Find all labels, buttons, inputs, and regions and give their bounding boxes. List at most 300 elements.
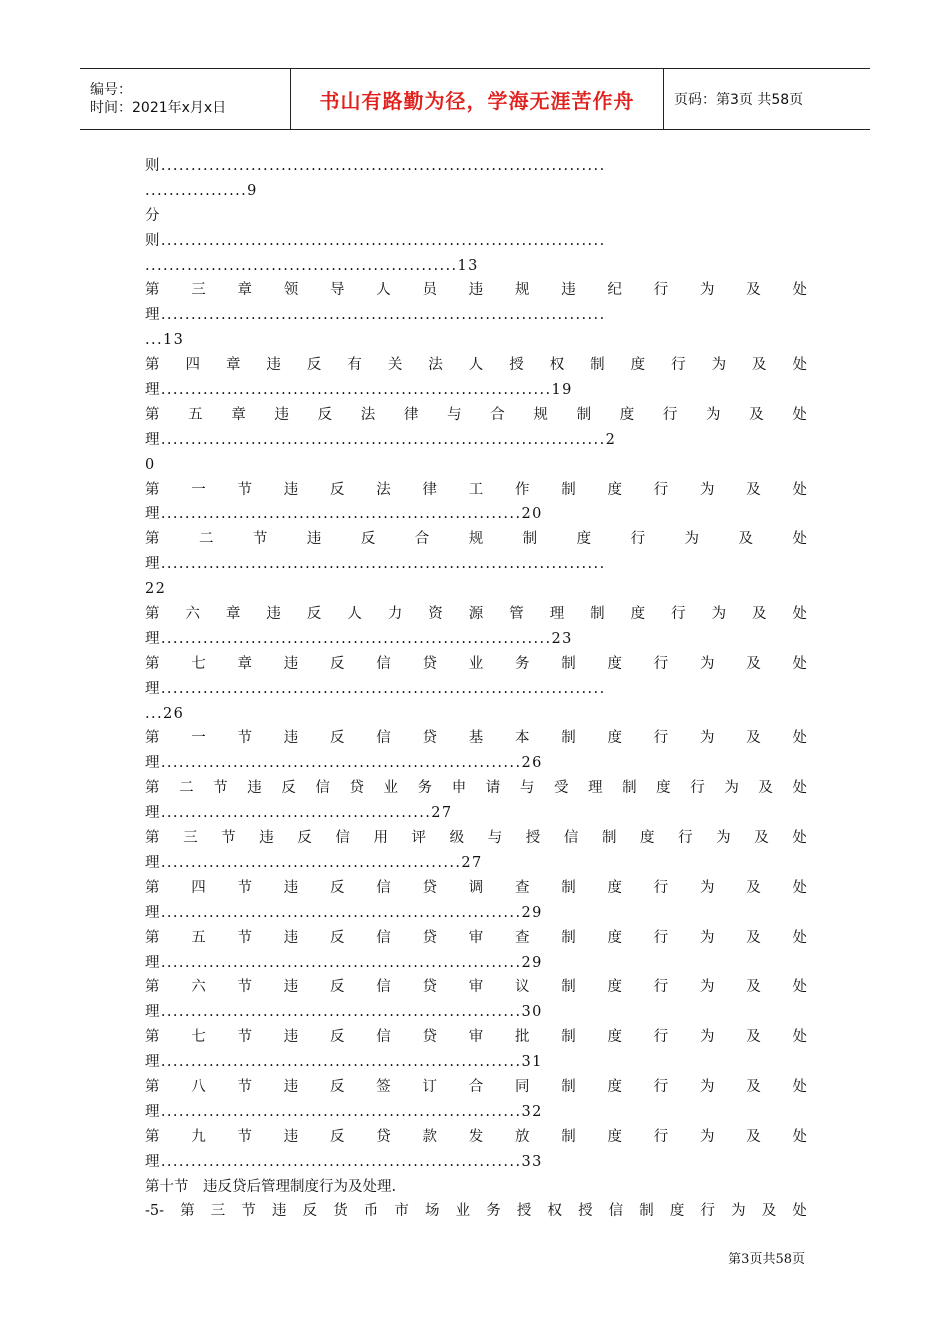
toc-char: 务	[515, 655, 530, 672]
toc-char: 五	[191, 929, 206, 946]
toc-char: 第	[145, 531, 160, 548]
toc-char: 度	[630, 606, 646, 623]
toc-leader-line: .................9	[145, 182, 258, 199]
toc-entry-title	[145, 652, 807, 677]
time-label: 时间：2021年x月x日	[90, 100, 227, 116]
toc-char: 信	[376, 879, 391, 896]
toc-char: 授	[578, 1203, 593, 1220]
table-of-contents	[145, 154, 807, 1224]
toc-char: 第	[145, 406, 160, 423]
toc-char: 制	[576, 406, 592, 423]
toc-leader-line: 理............................................................29	[145, 904, 543, 921]
toc-char: 行	[653, 979, 669, 996]
toc-char: 与	[487, 830, 503, 847]
toc-char: 人	[376, 282, 391, 299]
toc-char: 关	[387, 357, 403, 374]
toc-char: 处	[792, 406, 807, 423]
toc-char: 度	[630, 357, 646, 374]
toc-char: 制	[590, 357, 605, 374]
toc-entry-title	[145, 975, 807, 1000]
toc-char: 信	[376, 730, 391, 747]
toc-char: 行	[653, 1128, 669, 1145]
toc-char: 度	[607, 879, 622, 896]
toc-char: 领	[283, 282, 299, 299]
toc-char: 合	[490, 406, 505, 423]
toc-entry-title	[145, 1199, 807, 1224]
toc-char: 行	[700, 1203, 715, 1220]
toc-char: 违	[283, 730, 299, 747]
toc-leader-line: 理............................................................33	[145, 1153, 543, 1170]
toc-char: 行	[653, 1078, 669, 1095]
toc-char: 章	[237, 655, 252, 672]
toc-char: 市	[394, 1203, 409, 1220]
toc-char: 信	[376, 929, 391, 946]
toc-char: 订	[422, 1078, 437, 1095]
toc-char: 为	[700, 282, 715, 299]
toc-char: 违	[283, 1029, 299, 1046]
toc-entry-title	[145, 353, 807, 378]
toc-char: 授	[516, 1203, 532, 1220]
toc-char: 第	[145, 929, 160, 946]
toc-char: -5-	[145, 1203, 165, 1220]
toc-char: 一	[191, 481, 206, 498]
toc-char: 人	[468, 357, 484, 374]
toc-char: 行	[653, 730, 669, 747]
toc-char: 节	[241, 1203, 256, 1220]
toc-char: 行	[671, 606, 686, 623]
toc-char: 制	[622, 780, 637, 797]
toc-char: 违	[306, 531, 322, 548]
toc-char: 员	[422, 282, 437, 299]
toc-char: 二	[198, 531, 214, 548]
toc-char: 律	[403, 406, 419, 423]
toc-char: 纪	[607, 282, 622, 299]
toc-char: 处	[792, 1128, 807, 1145]
toc-char: 批	[515, 1029, 530, 1046]
toc-char: 第	[145, 830, 160, 847]
toc-leader-line: 理.................................................................23	[145, 630, 573, 647]
toc-entry-title	[145, 926, 807, 951]
toc-char: 第	[145, 606, 160, 623]
toc-char: 管	[509, 606, 524, 623]
toc-char: 处	[792, 531, 807, 548]
toc-leader-line: 理..........................................................................	[145, 307, 606, 324]
toc-char: 违	[283, 481, 299, 498]
toc-char: 制	[561, 979, 576, 996]
toc-leader-line: 22	[145, 581, 167, 598]
toc-leader-line: 理............................................................26	[145, 755, 543, 772]
toc-char: 处	[792, 655, 807, 672]
toc-entry-title	[145, 1075, 807, 1100]
toc-char: 制	[561, 1128, 576, 1145]
toc-char: 六	[185, 606, 200, 623]
toc-char: 第	[145, 730, 160, 747]
toc-char: 及	[752, 357, 767, 374]
toc-char: 度	[656, 780, 671, 797]
toc-char: 第	[145, 1078, 160, 1095]
toc-char: 行	[653, 929, 669, 946]
toc-char: 行	[678, 830, 693, 847]
toc-char: 二	[179, 780, 194, 797]
toc-char: 章	[225, 357, 241, 374]
toc-char: 审	[468, 929, 484, 946]
toc-char: 处	[792, 830, 807, 847]
toc-char: 行	[653, 879, 669, 896]
toc-char: 放	[515, 1128, 530, 1145]
toc-char: 与	[447, 406, 462, 423]
toc-char: 评	[411, 830, 427, 847]
toc-char: 贷	[349, 780, 364, 797]
toc-char: 违	[283, 979, 299, 996]
toc-entry-title	[145, 527, 807, 552]
toc-char: 制	[561, 730, 576, 747]
toc-entry: 第十节 违反贷后管理制度行为及处理.	[145, 1178, 397, 1195]
toc-char: 权	[547, 1203, 562, 1220]
toc-char: 三	[210, 1203, 226, 1220]
toc-char: 法	[360, 406, 376, 423]
toc-char: 违	[247, 780, 262, 797]
toc-entry-title	[145, 826, 807, 851]
toc-char: 制	[561, 655, 576, 672]
toc-char: 与	[519, 780, 535, 797]
toc-char: 用	[373, 830, 388, 847]
header-motto: 书山有路勤为径，学海无涯苦作舟	[291, 69, 664, 129]
toc-char: 币	[363, 1203, 379, 1220]
toc-char: 节	[237, 730, 252, 747]
toc-char: 及	[758, 780, 773, 797]
toc-leader-line: ...26	[145, 705, 185, 722]
toc-char: 源	[468, 606, 484, 623]
toc-char: 行	[630, 531, 646, 548]
toc-entry-title	[145, 278, 807, 303]
toc-char: 贷	[422, 730, 437, 747]
toc-leader-line: 理............................................................29	[145, 954, 543, 971]
toc-char: 度	[576, 531, 592, 548]
toc-char: 第	[145, 780, 160, 797]
toc-char: 为	[700, 929, 715, 946]
toc-char: 及	[754, 830, 769, 847]
toc-char: 章	[225, 606, 241, 623]
toc-char: 度	[607, 730, 622, 747]
toc-char: 节	[237, 1029, 252, 1046]
toc-char: 第	[145, 979, 160, 996]
toc-char: 度	[607, 481, 622, 498]
toc-char: 贷	[422, 879, 437, 896]
toc-char: 贷	[422, 929, 437, 946]
toc-char: 度	[607, 979, 622, 996]
toc-leader-line: 则..........................................................................	[145, 158, 606, 174]
toc-char: 受	[553, 780, 569, 797]
toc-char: 节	[237, 1078, 252, 1095]
toc-char: 为	[700, 1029, 715, 1046]
code-label: 编号：	[90, 82, 132, 98]
toc-char: 违	[283, 1078, 299, 1095]
toc-char: 及	[746, 979, 761, 996]
toc-char: 制	[590, 606, 605, 623]
toc-char: 第	[145, 357, 160, 374]
toc-char: 及	[746, 929, 761, 946]
toc-char: 第	[145, 481, 160, 498]
toc-char: 制	[639, 1203, 654, 1220]
toc-char: 度	[607, 1029, 622, 1046]
toc-leader-line: ...13	[145, 332, 185, 349]
toc-char: 九	[191, 1128, 206, 1145]
toc-leader-line: 理..........................................................................2	[145, 431, 617, 448]
toc-char: 为	[700, 979, 715, 996]
toc-char: 制	[561, 1078, 576, 1095]
toc-entry-title	[145, 403, 807, 428]
toc-char: 议	[515, 979, 530, 996]
toc-char: 反	[330, 879, 345, 896]
toc-char: 反	[360, 531, 376, 548]
toc-leader-line: 理..................................................27	[145, 854, 483, 871]
toc-char: 节	[252, 531, 268, 548]
toc-char: 反	[330, 929, 345, 946]
toc-char: 权	[549, 357, 565, 374]
toc-char: 违	[283, 655, 299, 672]
toc-char: 反	[317, 406, 333, 423]
toc-char: 信	[563, 830, 579, 847]
toc-char: 违	[561, 282, 576, 299]
toc-char: 违	[283, 879, 299, 896]
toc-char: 反	[330, 655, 345, 672]
toc-char: 节	[237, 929, 252, 946]
toc-char: 反	[330, 730, 345, 747]
toc-leader-line: 理............................................................20	[145, 506, 543, 523]
toc-char: 理	[588, 780, 603, 797]
toc-char: 及	[746, 1029, 761, 1046]
toc-char: 及	[746, 655, 761, 672]
toc-char: 反	[330, 1029, 345, 1046]
toc-char: 第	[145, 1128, 160, 1145]
toc-char: 申	[451, 780, 467, 797]
toc-char: 同	[515, 1078, 530, 1095]
toc-char: 及	[746, 282, 761, 299]
toc-char: 节	[213, 780, 228, 797]
toc-entry-title	[145, 776, 807, 801]
toc-entry-title	[145, 726, 807, 751]
toc-char: 作	[515, 481, 530, 498]
toc-char: 贷	[422, 979, 437, 996]
toc-char: 货	[333, 1203, 348, 1220]
toc-char: 违	[283, 1128, 299, 1145]
toc-leader-line: 则..........................................................................	[145, 232, 606, 249]
toc-char: 反	[306, 606, 322, 623]
toc-char: 及	[746, 730, 761, 747]
toc-char: 及	[749, 406, 764, 423]
toc-char: 行	[653, 282, 669, 299]
toc-char: 第	[145, 655, 160, 672]
toc-char: 处	[792, 481, 807, 498]
toc-char: 务	[417, 780, 433, 797]
toc-char: 信	[376, 979, 391, 996]
toc-entry-title	[145, 478, 807, 503]
toc-char: 节	[221, 830, 236, 847]
toc-leader-line: 理............................................................32	[145, 1103, 543, 1120]
toc-char: 为	[711, 357, 727, 374]
toc-char: 第	[145, 282, 160, 299]
toc-char: 违	[266, 357, 281, 374]
toc-char: 合	[468, 1078, 484, 1095]
toc-char: 五	[188, 406, 203, 423]
toc-char: 规	[468, 531, 484, 548]
toc-char: 节	[237, 1128, 252, 1145]
toc-char: 行	[671, 357, 686, 374]
toc-char: 为	[731, 1203, 746, 1220]
toc-char: 处	[792, 357, 807, 374]
toc-leader-line: 理............................................................31	[145, 1054, 543, 1071]
toc-char: 及	[746, 1128, 761, 1145]
toc-char: 授	[525, 830, 541, 847]
toc-char: 导	[330, 282, 345, 299]
toc-char: 及	[746, 481, 761, 498]
toc-char: 信	[315, 780, 330, 797]
toc-entry-title	[145, 1125, 807, 1150]
toc-char: 务	[486, 1203, 501, 1220]
toc-char: 反	[330, 481, 345, 498]
toc-char: 理	[549, 606, 565, 623]
toc-char: 查	[515, 879, 530, 896]
toc-leader-line: 理.............................................27	[145, 805, 453, 822]
toc-char: 规	[533, 406, 548, 423]
toc-char: 贷	[422, 655, 437, 672]
page-footer: 第3页共58页	[728, 1252, 805, 1267]
toc-char: 为	[700, 730, 715, 747]
toc-char: 授	[509, 357, 524, 374]
toc-char: 行	[662, 406, 678, 423]
toc-char: 查	[515, 929, 530, 946]
header-page-number: 页码：第3页 共58页	[674, 92, 804, 108]
toc-char: 八	[191, 1078, 206, 1095]
toc-char: 制	[561, 1029, 576, 1046]
toc-leader-line: 分	[145, 207, 161, 224]
toc-char: 发	[468, 1128, 484, 1145]
toc-char: 反	[281, 780, 296, 797]
toc-char: 度	[607, 655, 622, 672]
toc-char: 力	[387, 606, 403, 623]
toc-char: 六	[191, 979, 206, 996]
toc-char: 反	[330, 979, 345, 996]
toc-char: 及	[746, 1078, 761, 1095]
toc-char: 违	[259, 830, 274, 847]
toc-char: 违	[266, 606, 281, 623]
toc-char: 资	[428, 606, 443, 623]
toc-char: 一	[191, 730, 206, 747]
toc-char: 法	[376, 481, 391, 498]
toc-char: 度	[640, 830, 655, 847]
toc-char: 七	[191, 655, 206, 672]
toc-char: 为	[716, 830, 731, 847]
toc-char: 四	[191, 879, 206, 896]
toc-char: 工	[468, 481, 484, 498]
toc-char: 处	[792, 780, 807, 797]
toc-char: 合	[414, 531, 430, 548]
toc-char: 签	[376, 1078, 391, 1095]
toc-char: 为	[706, 406, 721, 423]
toc-char: 第	[145, 1029, 160, 1046]
toc-char: 及	[738, 531, 753, 548]
toc-char: 度	[607, 1078, 622, 1095]
toc-char: 制	[522, 531, 538, 548]
toc-char: 处	[792, 606, 807, 623]
toc-char: 贷	[422, 1029, 437, 1046]
toc-char: 为	[684, 531, 700, 548]
toc-char: 反	[330, 1128, 345, 1145]
toc-char: 章	[237, 282, 252, 299]
toc-char: 为	[700, 1078, 715, 1095]
toc-char: 违	[274, 406, 289, 423]
toc-char: 款	[422, 1128, 437, 1145]
toc-char: 违	[271, 1203, 287, 1220]
toc-char: 处	[792, 1029, 807, 1046]
toc-char: 信	[608, 1203, 624, 1220]
toc-char: 七	[191, 1029, 206, 1046]
toc-char: 信	[376, 1029, 391, 1046]
toc-char: 行	[653, 481, 669, 498]
toc-char: 三	[191, 282, 206, 299]
toc-char: 违	[468, 282, 484, 299]
toc-char: 度	[669, 1203, 685, 1220]
toc-char: 制	[601, 830, 617, 847]
toc-char: 四	[185, 357, 200, 374]
toc-char: 度	[619, 406, 635, 423]
toc-char: 处	[792, 979, 807, 996]
toc-leader-line: 理............................................................30	[145, 1004, 543, 1021]
toc-entry-title	[145, 876, 807, 901]
toc-char: 反	[330, 1078, 345, 1095]
toc-char: 处	[792, 730, 807, 747]
toc-char: 及	[761, 1203, 777, 1220]
toc-char: 违	[283, 929, 299, 946]
toc-char: 业	[468, 655, 484, 672]
toc-char: 业	[383, 780, 399, 797]
toc-char: 为	[700, 655, 715, 672]
toc-char: 制	[561, 481, 576, 498]
toc-char: 制	[561, 879, 576, 896]
toc-char: 业	[455, 1203, 471, 1220]
toc-char: 人	[347, 606, 362, 623]
toc-char: 法	[428, 357, 443, 374]
toc-char: 级	[449, 830, 465, 847]
toc-char: 信	[335, 830, 350, 847]
toc-char: 信	[376, 655, 391, 672]
toc-char: 请	[485, 780, 501, 797]
toc-char: 为	[700, 1128, 715, 1145]
toc-char: 及	[746, 879, 761, 896]
toc-entry-title	[145, 1025, 807, 1050]
toc-leader-line: 理..........................................................................	[145, 680, 606, 697]
toc-leader-line: 理..........................................................................	[145, 556, 606, 573]
toc-char: 反	[302, 1203, 318, 1220]
toc-char: 行	[653, 655, 669, 672]
toc-char: 度	[607, 929, 622, 946]
toc-char: 及	[752, 606, 767, 623]
toc-char: 行	[690, 780, 705, 797]
toc-char: 本	[515, 730, 530, 747]
toc-char: 为	[700, 879, 715, 896]
toc-char: 律	[422, 481, 437, 498]
toc-char: 为	[724, 780, 739, 797]
toc-char: 度	[607, 1128, 622, 1145]
toc-char: 三	[183, 830, 198, 847]
toc-char: 规	[515, 282, 530, 299]
toc-char: 为	[700, 481, 715, 498]
toc-char: 节	[237, 879, 252, 896]
toc-char: 反	[297, 830, 312, 847]
toc-char: 贷	[376, 1128, 391, 1145]
toc-char: 行	[653, 1029, 669, 1046]
header-meta	[80, 69, 291, 129]
